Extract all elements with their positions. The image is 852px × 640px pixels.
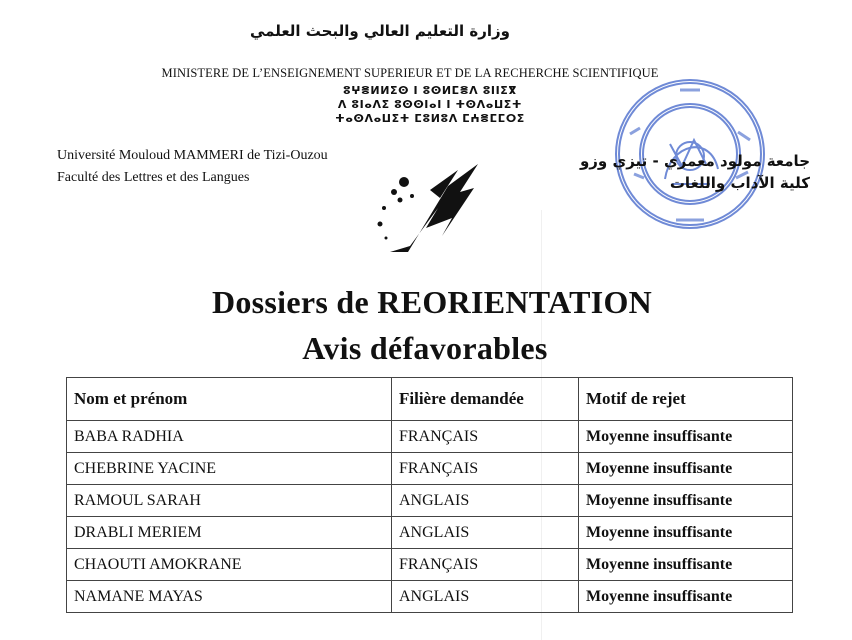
cell-motif: Moyenne insuffisante	[579, 485, 793, 517]
cell-filiere: ANGLAIS	[392, 517, 579, 549]
cell-motif: Moyenne insuffisante	[579, 517, 793, 549]
tifinagh-line: ⵓⵖⴻⵍⵍⵉⵙ ⵏ ⵓⵙⵍⵎⴻⴷ ⵓⵏⵏⵉⴳ	[343, 84, 517, 97]
university-name-arabic: جامعة مولود معمري - تيزي وزو	[579, 152, 810, 170]
faculty-name: Faculté des Lettres et des Langues	[57, 170, 250, 185]
cell-filiere: FRANÇAIS	[392, 453, 579, 485]
header-motif: Motif de rejet	[579, 378, 793, 421]
cell-filiere: FRANÇAIS	[392, 549, 579, 581]
ministry-french: MINISTERE DE L’ENSEIGNEMENT SUPERIEUR ET DE LA RECHERCHE SCIENTIFIQUE	[161, 66, 659, 80]
university-name: Université Mouloud MAMMERI de Tizi-Ouzou	[57, 148, 328, 163]
cell-motif: Moyenne insuffisante	[579, 453, 793, 485]
cell-motif: Moyenne insuffisante	[579, 549, 793, 581]
ministry-arabic: وزارة التعليم العالي والبحث العلمي	[249, 22, 511, 40]
cell-name: RAMOUL SARAH	[67, 485, 392, 517]
table-row	[67, 453, 793, 485]
cell-name: CHAOUTI AMOKRANE	[67, 549, 392, 581]
university-logo-icon	[370, 148, 490, 263]
cell-motif: Moyenne insuffisante	[579, 581, 793, 613]
cell-name: BABA RADHIA	[67, 421, 392, 453]
cell-name: DRABLI MERIEM	[67, 517, 392, 549]
university-block-arabic	[520, 150, 810, 194]
table-row	[67, 485, 793, 517]
table-row	[67, 581, 793, 613]
table-row	[67, 549, 793, 581]
cell-motif: Moyenne insuffisante	[579, 421, 793, 453]
tifinagh-line: ⴷ ⵓⵏⴰⴷⵉ ⵓⵙⵙⵏⴰⵏ ⵏ ⵜⵙⴷⴰⵡⵉⵜ	[337, 98, 523, 111]
tifinagh-line: ⵜⴰⵙⴷⴰⵡⵉⵜ ⵎⵓⵍⵓⴷ ⵎⵄⴻⵎⵎⵔⵉ	[335, 112, 525, 125]
header-filiere: Filière demandée	[392, 378, 579, 421]
page-title: Dossiers de REORIENTATION	[211, 284, 653, 320]
faculty-name-arabic: كلية الآداب واللغات	[669, 174, 810, 192]
cell-filiere: ANGLAIS	[392, 581, 579, 613]
cell-name: NAMANE MAYAS	[67, 581, 392, 613]
table-row	[67, 517, 793, 549]
rejection-table	[66, 377, 793, 613]
cell-name: CHEBRINE YACINE	[67, 453, 392, 485]
cell-filiere: FRANÇAIS	[392, 421, 579, 453]
table-header-row	[67, 378, 793, 421]
university-block-french	[57, 145, 328, 189]
cell-filiere: ANGLAIS	[392, 485, 579, 517]
header-name: Nom et prénom	[67, 378, 392, 421]
page-subtitle: Avis défavorables	[302, 330, 548, 366]
table-row	[67, 421, 793, 453]
